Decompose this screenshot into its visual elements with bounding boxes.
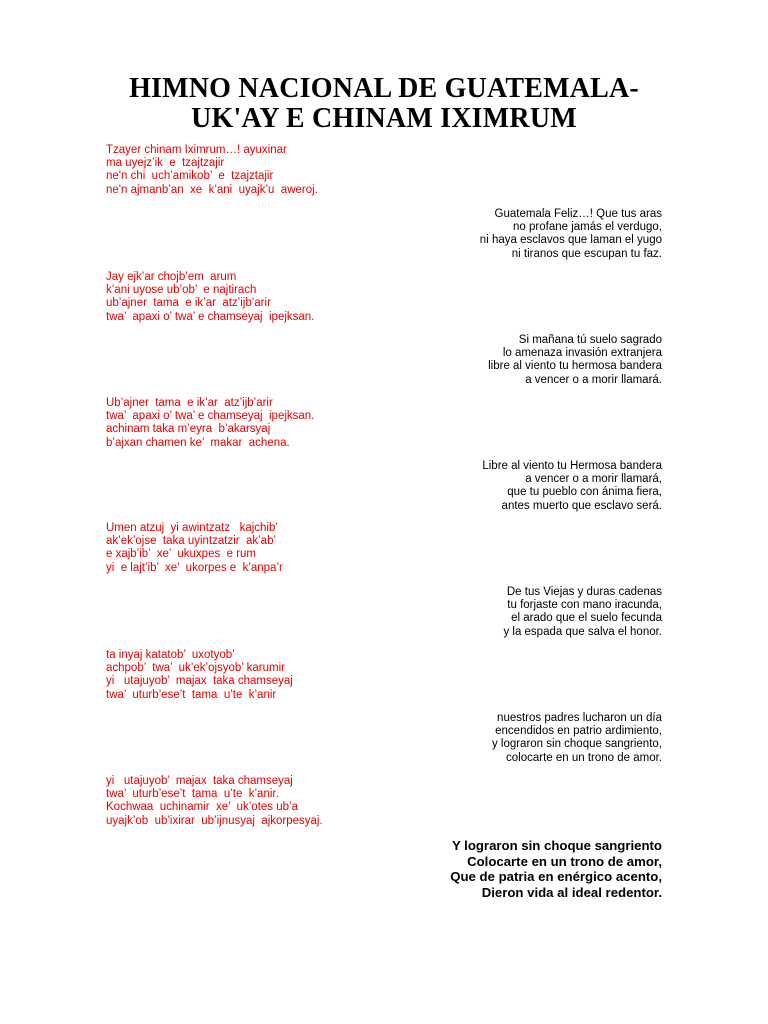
verse-line: ak’ek’ojse taka uyintzatzir ak’ab’ <box>106 535 277 548</box>
verse-line: Si mañana tú suelo sagrado <box>518 334 662 346</box>
verse-line: ni tiranos que escupan tu faz. <box>511 247 662 260</box>
verse-line: no profane jamás el verdugo, <box>513 221 662 234</box>
left-stanza-3 <box>106 397 314 450</box>
verse-line: ne'n ajmanb’an xe k’ani uyajk’u aweroj. <box>106 183 318 196</box>
verse-line: b’ajxan chamen ke’ makar achena. <box>106 436 290 449</box>
verse-line: a vencer o a morir llamará, <box>525 473 662 486</box>
verse-line: Que de patria en enérgico acento, <box>450 869 662 884</box>
verse-line: De tus Viejas y duras cadenas <box>506 586 662 598</box>
left-stanza-1 <box>106 144 318 197</box>
verse-line: Umen atzuj yi awintzatz kajchib’ <box>106 522 278 534</box>
verse-line: e xajb’ib’ xe’ ukuxpes e rum <box>106 548 256 561</box>
verse-line: twa’ apaxi o’ twa’ e chamseyaj ipejksan. <box>106 310 315 323</box>
verse-line: achinam taka m’eyra b’akarsyaj <box>106 423 271 436</box>
left-stanza-6 <box>106 775 323 828</box>
verse-line: ne'n chi uch’amikob’ e tzajztajir <box>106 170 274 183</box>
verse-line: antes muerto que esclavo será. <box>501 499 662 512</box>
verse-line: Dieron vida al ideal redentor. <box>481 884 662 900</box>
verse-line: ta inyaj katatob’ uxotyob’ <box>106 649 235 661</box>
verse-line: k’ani uyose ub’ob’ e najtirach <box>106 284 257 297</box>
right-stanza-5 <box>492 712 662 765</box>
verse-line: ni haya esclavos que laman el yugo <box>479 234 662 247</box>
verse-line: y la espada que salva el honor. <box>503 625 662 638</box>
verse-line: el arado que el suelo fecunda <box>511 612 662 625</box>
title-line-2: UK'AY E CHINAM IXIMRUM <box>191 103 577 134</box>
verse-line: yi e lajt’ib’ xe’ ukorpes e k’anpa’r <box>106 561 283 574</box>
verse-line: twa’ apaxi o’ twa’ e chamseyaj ipejksan. <box>106 410 315 423</box>
verse-line: Y lograron sin choque sangriento <box>451 838 662 853</box>
left-stanza-5 <box>106 649 293 702</box>
page-title <box>0 74 768 134</box>
verse-line: Guatemala Feliz…! Que tus aras <box>494 208 662 220</box>
verse-line: Colocarte en un trono de amor, <box>467 853 662 869</box>
verse-line: yi utajuyob’ majax taka chamseyaj <box>106 675 293 688</box>
verse-line: ub’ajner tama e ik’ar atz’ijb’arir <box>106 297 271 310</box>
verse-line: Jay ejk’ar chojb’em arum <box>106 271 237 283</box>
verse-line: Libre al viento tu Hermosa bandera <box>482 460 662 472</box>
verse-line: achpob’ twa’ uk’ek’ojsyob’ karumir <box>106 662 285 675</box>
verse-line: lo amenaza invasión extranjera <box>502 347 662 360</box>
final-stanza <box>450 838 662 900</box>
verse-line: que tu pueblo con ánima fiera, <box>507 486 662 499</box>
verse-line: Tzayer chinam Iximrum…! ayuxinar <box>106 144 287 156</box>
verse-line: encendidos en patrio ardimiento, <box>495 725 662 738</box>
verse-line: libre al viento tu hermosa bandera <box>488 360 662 373</box>
verse-line: ma uyejz’ik e tzajtzajir <box>106 157 225 170</box>
verse-line: twa’ uturb’ese’t tama u’te k’anir <box>106 688 277 701</box>
right-stanza-4 <box>503 586 662 639</box>
left-stanza-2 <box>106 271 314 324</box>
verse-line: uyajk’ob ub’ixirar ub’ijnusyaj ajkorpesyaj. <box>106 814 323 827</box>
verse-line: nuestros padres lucharon un día <box>497 712 662 724</box>
title-line-1: HIMNO NACIONAL DE GUATEMALA- <box>129 73 639 104</box>
left-stanza-4 <box>106 522 283 575</box>
right-stanza-2 <box>488 334 662 387</box>
verse-line: Kochwaa uchinamir xe’ uk’otes ub’a <box>106 801 298 814</box>
right-stanza-3 <box>482 460 662 513</box>
verse-line: twa’ uturb’ese’t tama u’te k’anir. <box>106 788 279 801</box>
verse-line: tu forjaste con mano iracunda, <box>507 599 662 612</box>
verse-line: Ub’ajner tama e ik’ar atz’ijb’arir <box>106 397 273 409</box>
verse-line: y lograron sin choque sangriento, <box>491 738 662 751</box>
verse-line: colocarte en un trono de amor. <box>506 751 662 764</box>
verse-line: a vencer o a morir llamará. <box>525 373 662 386</box>
verse-line: yi utajuyob’ majax taka chamseyaj <box>106 775 293 787</box>
right-stanza-1 <box>480 208 662 261</box>
